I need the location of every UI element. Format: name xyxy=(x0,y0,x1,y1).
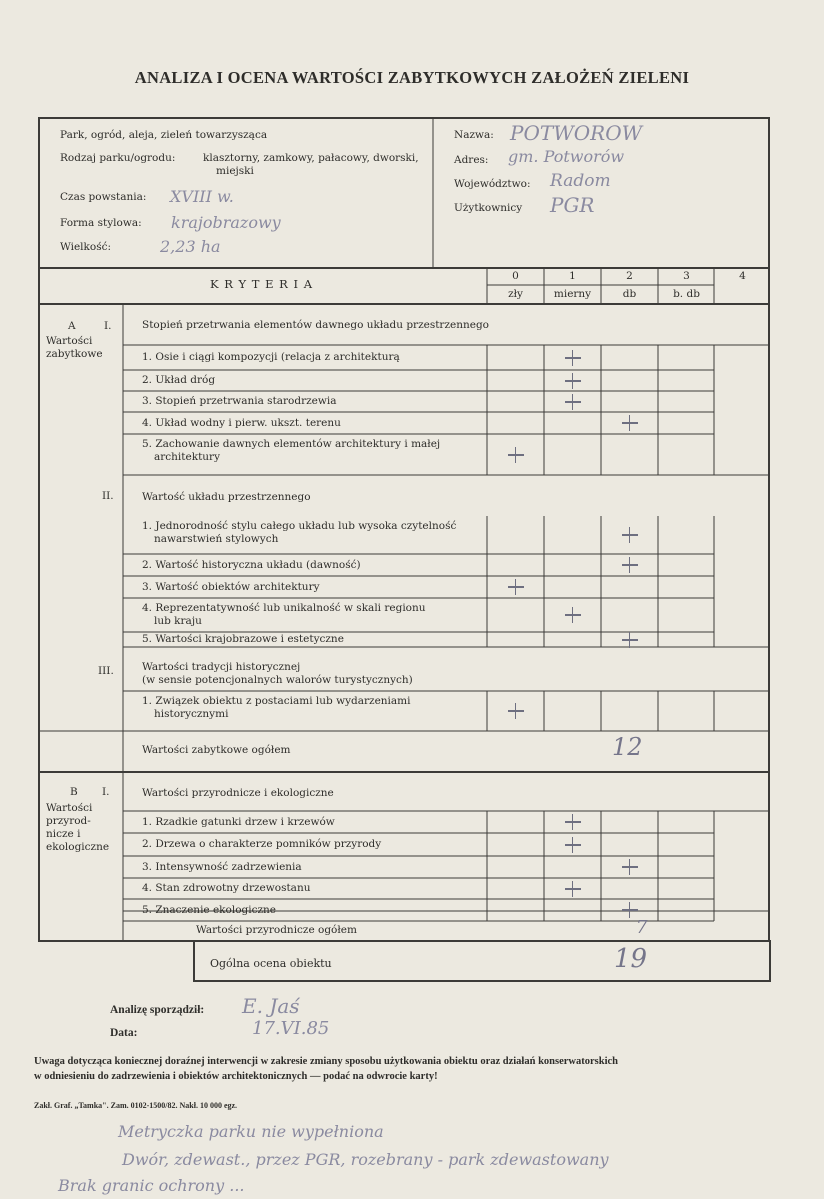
park-type-label: Rodzaj parku/ogrodu: xyxy=(60,152,176,164)
section-b-title-line-4: ekologiczne xyxy=(46,841,110,853)
handwritten-note-3: Brak granic ochrony ... xyxy=(58,1176,245,1195)
section-a-item-9-label: 4. Reprezentatywność lub unikalność w skali regionu xyxy=(142,602,426,614)
section-b-title-line-1: Wartości xyxy=(46,802,93,814)
note-line-1: Uwaga dotycząca koniecznej doraźnej interwencji w zakresie zmiany sposobu użytkowania obiektu oraz działań konserwatorskich xyxy=(34,1056,618,1067)
section-b-title-line-3: nicze i xyxy=(46,828,81,840)
section-a-item-11-label: 1. Związek obiektu z postaciami lub wydarzeniami xyxy=(142,695,411,707)
section-a-item-6-label-2: nawarstwień stylowych xyxy=(154,533,279,545)
section-b-group-1-title: Wartości przyrodnicze i ekologiczne xyxy=(142,787,334,799)
name-value: POTWOROW xyxy=(510,121,643,145)
overall-label: Ogólna ocena obiektu xyxy=(210,957,332,970)
section-a-group-1-title: Stopień przetrwania elementów dawnego układu przestrzennego xyxy=(142,319,489,331)
overall-value: 19 xyxy=(614,944,648,974)
section-a-item-5-label-2: architektury xyxy=(154,451,221,463)
section-a-item-3-label: 3. Stopień przetrwania starodrzewia xyxy=(142,395,337,407)
address-label: Adres: xyxy=(454,154,489,166)
park-type-value-2: miejski xyxy=(216,165,254,177)
page-title: ANALIZA I OCENA WARTOŚCI ZABYTKOWYCH ZAŁOŻEŃ ZIELENI xyxy=(134,68,690,87)
section-a-total-label: Wartości zabytkowe ogółem xyxy=(142,744,291,756)
section-a-item-11-label-2: historycznymi xyxy=(154,708,229,720)
section-b-group-1-number: I. xyxy=(102,786,110,798)
section-b-item-5-label: 5. Znaczenie ekologiczne xyxy=(142,904,277,916)
park-type-heading: Park, ogród, aleja, zieleń towarzysząca xyxy=(60,129,268,141)
score-column-1-name: mierny xyxy=(553,288,592,300)
analyst-label: Analizę sporządził: xyxy=(110,1004,205,1016)
section-a-item-7-label: 2. Wartość historyczna układu (dawność) xyxy=(142,559,361,571)
section-a-item-4-label: 4. Układ wodny i pierw. ukszt. terenu xyxy=(142,417,341,429)
style-value: krajobrazowy xyxy=(171,213,281,232)
park-type-value: klasztorny, zamkowy, pałacowy, dworski, xyxy=(203,152,419,164)
section-b-item-3-label: 3. Intensywność zadrzewienia xyxy=(142,861,302,873)
voivodeship-label: Województwo: xyxy=(454,178,531,190)
score-column-3-name: b. db xyxy=(673,288,700,300)
handwritten-note-1: Metryczka parku nie wypełniona xyxy=(118,1122,384,1141)
section-b-item-1-label: 1. Rzadkie gatunki drzew i krzewów xyxy=(142,816,335,828)
voivodeship-value: Radom xyxy=(550,171,611,191)
score-column-4-number: 4 xyxy=(739,270,746,282)
score-column-3-number: 3 xyxy=(683,270,690,282)
section-b-item-2-label: 2. Drzewa o charakterze pomników przyrody xyxy=(142,838,382,850)
section-a-group-1-number: I. xyxy=(104,320,112,332)
style-label: Forma stylowa: xyxy=(60,217,142,229)
section-a-item-10-label: 5. Wartości krajobrazowe i estetyczne xyxy=(142,633,344,645)
size-label: Wielkość: xyxy=(60,241,112,253)
section-a-item-2-label: 2. Układ dróg xyxy=(142,374,216,386)
section-a-title: Wartości zabytkowe xyxy=(46,335,103,360)
date-label: Data: xyxy=(110,1027,138,1039)
section-a-letter: A xyxy=(68,320,76,332)
section-b-total-label: Wartości przyrodnicze ogółem xyxy=(196,924,357,936)
users-value: PGR xyxy=(550,193,595,217)
printer-info: Zakł. Graf. „Tamka". Zam. 0102-1500/82. Nakł. 10 000 egz. xyxy=(34,1101,238,1110)
section-a-group-3-number: III. xyxy=(98,665,114,677)
date-value: 17.VI.85 xyxy=(252,1018,330,1039)
section-a-group-2-title: Wartość układu przestrzennego xyxy=(142,491,311,503)
address-value: gm. Potworów xyxy=(508,147,625,166)
score-column-0-number: 0 xyxy=(512,270,519,282)
section-b-item-4-label: 4. Stan zdrowotny drzewostanu xyxy=(142,882,311,894)
section-a-group-3-title: Wartości tradycji historycznej xyxy=(142,661,301,673)
section-a-item-5-label: 5. Zachowanie dawnych elementów architektury i małej xyxy=(142,438,441,450)
section-b-letter: B xyxy=(70,786,78,798)
note-line-2: w odniesieniu do zadrzewienia i obiektów architektonicznych — podać na odwrocie karty! xyxy=(34,1071,438,1082)
score-column-2-name: db xyxy=(622,288,637,300)
analyst-value: E. Jaś xyxy=(242,994,300,1018)
created-label: Czas powstania: xyxy=(60,191,147,203)
size-value: 2,23 ha xyxy=(160,237,221,256)
score-column-2-number: 2 xyxy=(626,270,633,282)
section-a-group-2-number: II. xyxy=(102,490,114,502)
section-a-item-8-label: 3. Wartość obiektów architektury xyxy=(142,581,320,593)
handwritten-note-2: Dwór, zdewast., przez PGR, rozebrany - park zdewastowany xyxy=(122,1150,609,1169)
section-a-total-value: 12 xyxy=(612,733,643,761)
section-a-item-1-label: 1. Osie i ciągi kompozycji (relacja z architekturą xyxy=(142,351,400,363)
section-b-total-value: 7 xyxy=(636,917,648,938)
users-label: Użytkownicy xyxy=(454,202,523,214)
section-a-group-3-subtitle: (w sensie potencjonalnych walorów turystycznych) xyxy=(142,674,413,686)
score-column-0-name: zły xyxy=(508,288,523,300)
section-a-item-9-label-2: lub kraju xyxy=(154,615,202,627)
section-b-title-line-2: przyrod- xyxy=(46,815,91,827)
created-value: XVIII w. xyxy=(170,187,234,206)
section-a-item-6-label: 1. Jednorodność stylu całego układu lub wysoka czytelność xyxy=(142,520,457,532)
score-column-1-number: 1 xyxy=(569,270,576,282)
name-label: Nazwa: xyxy=(454,129,494,141)
criteria-heading: K R Y T E R I A xyxy=(210,277,314,291)
